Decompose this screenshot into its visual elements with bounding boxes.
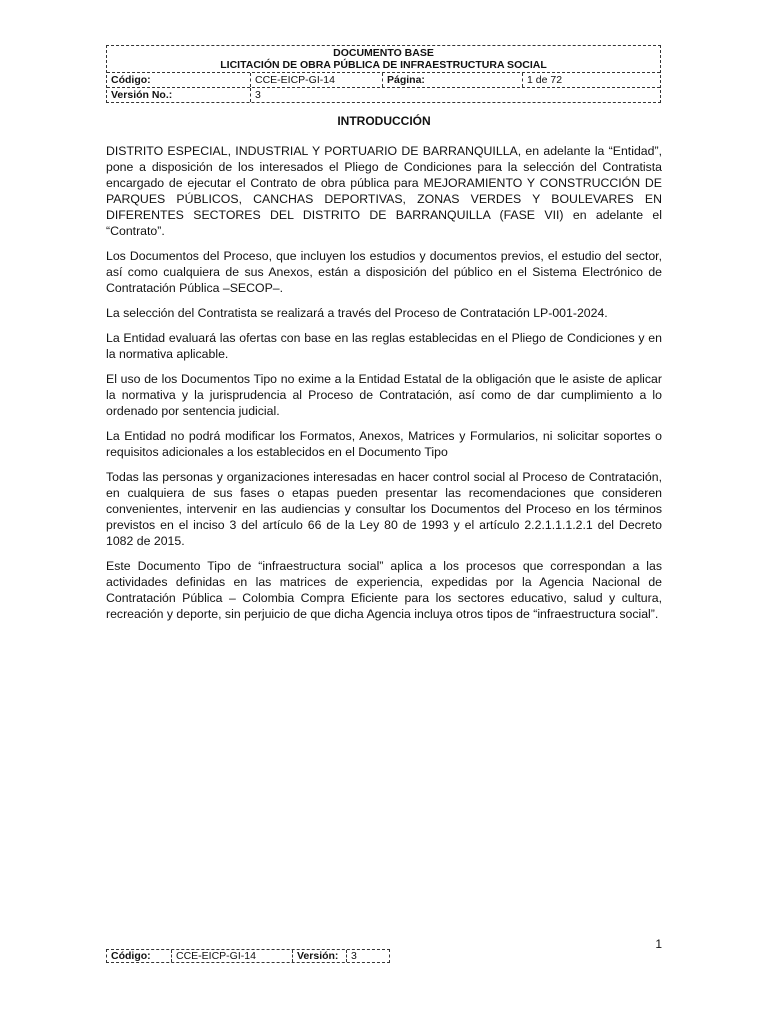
document-body (106, 143, 662, 631)
paragraph: El uso de los Documentos Tipo no exime a la Entidad Estatal de la obligación que le asiste de aplicar la normativa y la jurisprudencia al Proceso de Contratación, así como de dar cumplimiento a lo ordenado por sentencia judicial. (106, 372, 662, 418)
paragraph: Este Documento Tipo de “infraestructura social” aplica a los procesos que correspondan a las actividades definidas en las matrices de experiencia, expedidas por la Agencia Nacional de Contratación Pública – Colombia Compra Eficiente para los sectores educativo, salud y cultura, recreación y deporte, sin perjuicio de que dicha Agencia incluya otros tipos de “infraestructura social”. (106, 559, 662, 621)
header-row-code (107, 73, 660, 87)
header-page-value: 1 de 72 (522, 73, 660, 87)
paragraph: La Entidad evaluará las ofertas con base en las reglas establecidas en el Pliego de Condiciones y en la normativa aplicable. (106, 331, 662, 361)
page-number: 1 (655, 937, 662, 951)
header-version-value: 3 (250, 88, 660, 102)
header-code-label: Código: (111, 74, 151, 86)
paragraph: Los Documentos del Proceso, que incluyen los estudios y documentos previos, el estudio del sector, así como cualquiera de sus Anexos, están a disposición del público en el Sistema Electrónico de Contratación Pública –SECOP–. (106, 249, 662, 295)
section-heading: INTRODUCCIÓN (337, 114, 431, 128)
paragraph: DISTRITO ESPECIAL, INDUSTRIAL Y PORTUARIO DE BARRANQUILLA, en adelante la “Entidad”, pone a disposición de los interesados el Pliego de Condiciones para la selección del Contratista encargado de ejecutar el Contrato de obra pública para MEJORAMIENTO Y CONSTRUCCIÓN DE PARQUES PÚBLICOS, CANCHAS DEPORTIVAS, ZONAS VERDES Y BOULEVARES EN DIFERENTES SECTORES DEL DISTRITO DE BARRANQUILLA (FASE VII) en adelante el “Contrato”. (106, 144, 662, 238)
header-title-line1: DOCUMENTO BASE (333, 47, 434, 59)
header-page-label: Página: (382, 73, 522, 87)
header-title (107, 46, 660, 73)
footer-version-value: 3 (346, 950, 389, 962)
header-code-value: CCE-EICP-GI-14 (250, 73, 382, 87)
header-title-line2: LICITACIÓN DE OBRA PÚBLICA DE INFRAESTRUCTURA SOCIAL (220, 59, 547, 71)
paragraph: La selección del Contratista se realizará a través del Proceso de Contratación LP-001-2024. (106, 306, 608, 320)
footer-version-label: Versión: (292, 950, 346, 962)
footer-code-value: CCE-EICP-GI-14 (171, 950, 292, 962)
footer-code-label: Código: (111, 950, 151, 962)
header-row-version (107, 87, 660, 102)
paragraph: Todas las personas y organizaciones interesadas en hacer control social al Proceso de Contratación, en cualquiera de sus fases o etapas pueden presentar las recomendaciones que consideren convenientes, intervenir en las audiencias y consultar los Documentos del Proceso en los términos previstos en el inciso 3 del artículo 66 de la Ley 80 de 1993 y el artículo 2.2.1.1.1.2.1 del Decreto 1082 de 2015. (106, 470, 662, 548)
paragraph: La Entidad no podrá modificar los Formatos, Anexos, Matrices y Formularios, ni solicitar soportes o requisitos adicionales a los establecidos en el Documento Tipo (106, 429, 662, 459)
header-version-label: Versión No.: (111, 89, 173, 101)
document-footer-table (106, 949, 390, 963)
document-header-table (106, 45, 661, 103)
